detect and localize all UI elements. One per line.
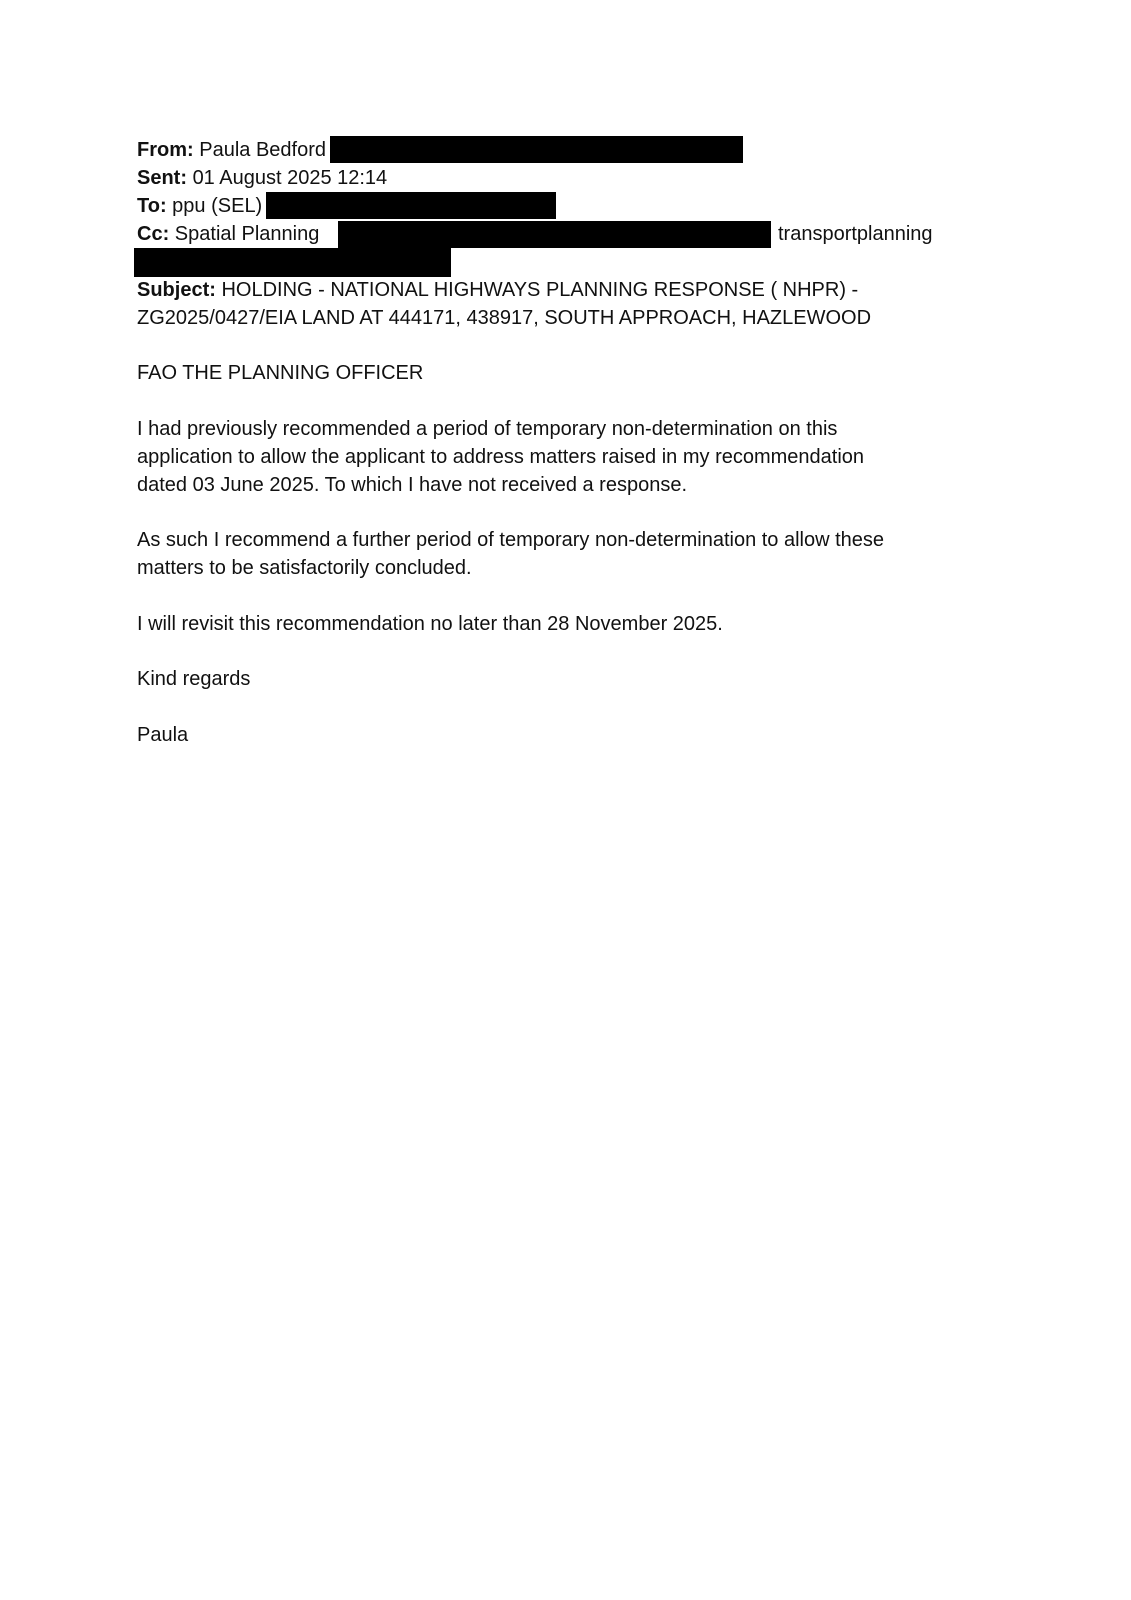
from-line (137, 136, 743, 164)
sent-line (137, 164, 387, 192)
salutation: FAO THE PLANNING OFFICER (137, 362, 424, 384)
paragraph-2-line-1: As such I recommend a further period of temporary non-determination to allow these (137, 529, 885, 551)
cc-label: Cc: (137, 223, 170, 245)
sent-label: Sent: (137, 167, 187, 189)
to-line (137, 192, 556, 220)
subject-label: Subject: (137, 279, 216, 301)
redacted-email-from (330, 136, 743, 163)
from-value: Paula Bedford (199, 139, 326, 161)
paragraph-2-line-2: matters to be satisfactorily concluded. (137, 557, 472, 579)
redacted-email-cc-continued (134, 248, 451, 277)
closing: Kind regards (137, 668, 251, 690)
paragraph-3: I will revisit this recommendation no later than 28 November 2025. (137, 613, 723, 635)
cc-value: Spatial Planning (174, 223, 320, 245)
paragraph-1-line-1: I had previously recommended a period of temporary non-determination on this (137, 418, 838, 440)
to-value: ppu (SEL) (172, 195, 263, 217)
subject-line-2: ZG2025/0427/EIA LAND AT 444171, 438917, SOUTH APPROACH, HAZLEWOOD (137, 307, 872, 329)
subject-line-1 (137, 276, 858, 304)
signature: Paula (137, 724, 189, 746)
subject-text-1: HOLDING - NATIONAL HIGHWAYS PLANNING RESPONSE ( NHPR) - (221, 279, 859, 301)
paragraph-1-line-2: application to allow the applicant to address matters raised in my recommendation (137, 446, 865, 468)
sent-value: 01 August 2025 12:14 (192, 167, 388, 189)
cc-line (137, 220, 319, 248)
to-label: To: (137, 195, 167, 217)
cc-extra: transportplanning (778, 223, 933, 245)
redacted-email-to (266, 192, 556, 219)
paragraph-1-line-3: dated 03 June 2025. To which I have not received a response. (137, 474, 688, 496)
redacted-email-cc (338, 221, 771, 248)
from-label: From: (137, 139, 194, 161)
